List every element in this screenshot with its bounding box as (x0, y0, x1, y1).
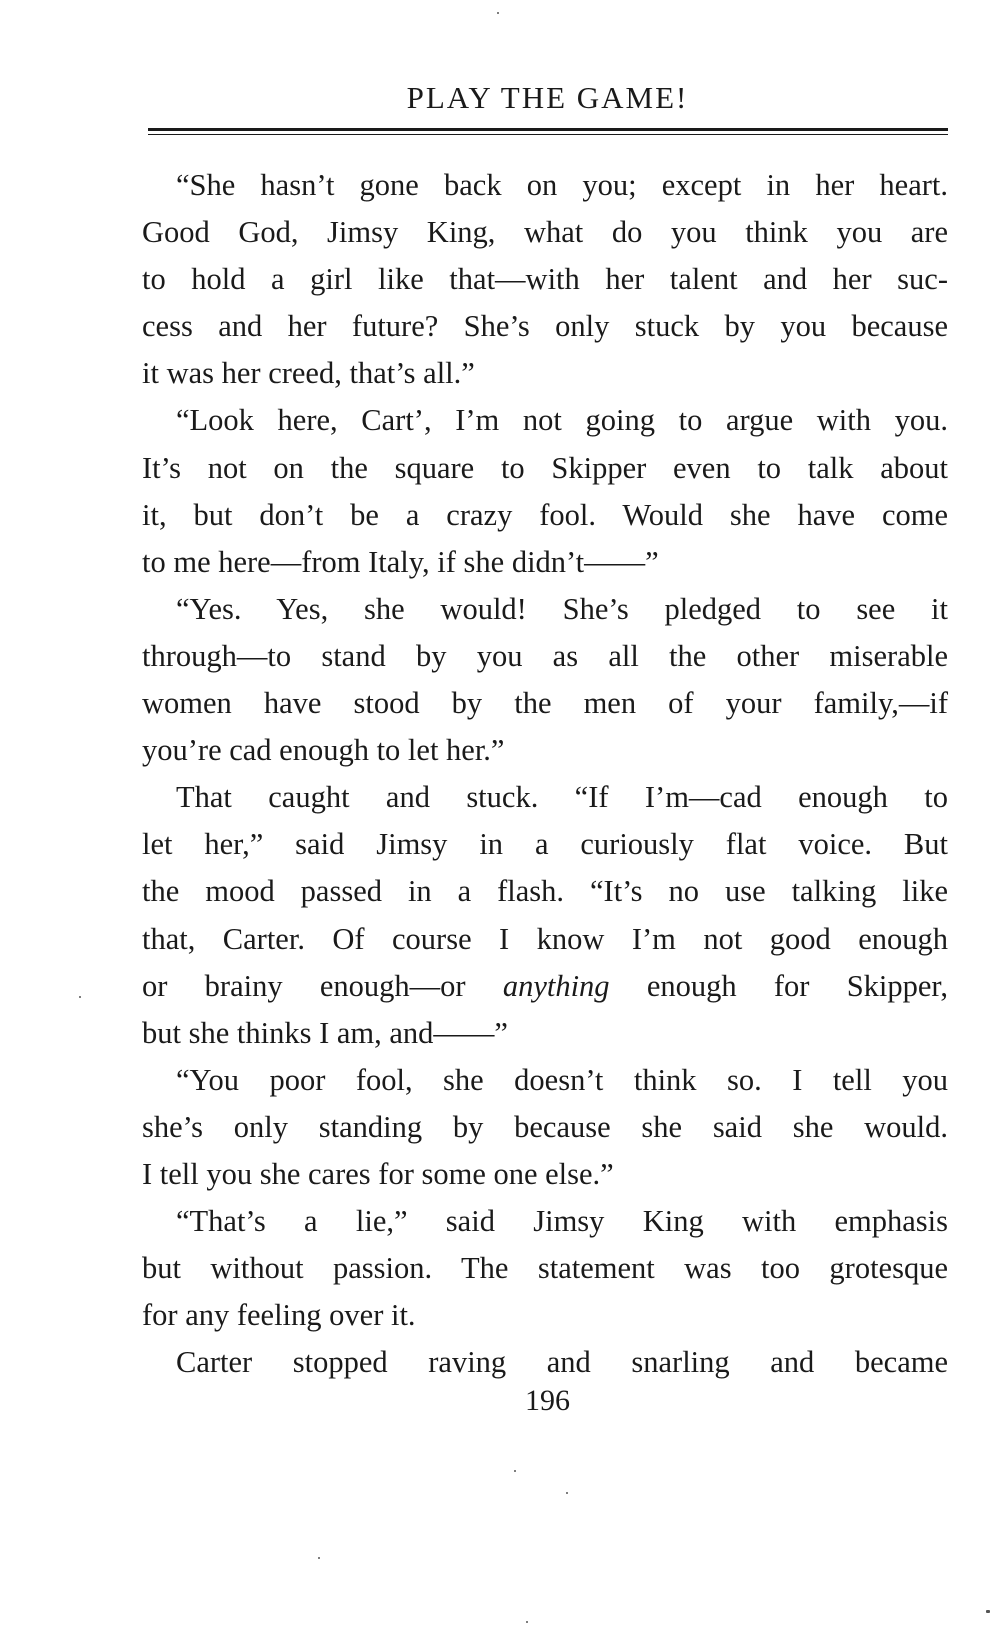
scan-speck (318, 1557, 320, 1559)
paragraph (142, 162, 948, 397)
text-line: “That’s a lie,” said Jimsy King with emphasis (176, 1204, 948, 1239)
scan-speck (79, 996, 81, 998)
text-line: I tell you she cares for some one else.” (142, 1156, 614, 1191)
running-head: PLAY THE GAME! (406, 80, 689, 115)
text-run: enough for Skipper, (609, 968, 948, 1003)
text-line: you’re cad enough to let her.” (142, 733, 505, 768)
scan-speck (497, 12, 499, 14)
paragraph (142, 397, 948, 585)
scan-speck (566, 1492, 568, 1494)
text-line: through—to stand by you as all the other miserable (142, 638, 948, 673)
page-number: 196 (525, 1384, 570, 1417)
paragraph (142, 1057, 948, 1198)
text-line: it was her creed, that’s all.” (142, 356, 475, 391)
paragraph (142, 1339, 948, 1386)
text-line: “Look here, Cart’, I’m not going to argue with you. (176, 403, 948, 438)
paragraph (142, 586, 948, 774)
emphasis-text: anything (502, 968, 610, 1003)
text-line: “Yes. Yes, she would! She’s pledged to see it (176, 591, 948, 626)
text-line: That caught and stuck. “If I’m—cad enough to (176, 780, 948, 815)
text-line: “You poor fool, she doesn’t think so. I tell you (176, 1062, 948, 1097)
text-line: but she thinks I am, and——” (142, 1015, 508, 1050)
text-line: it, but don’t be a crazy fool. Would she have come (142, 497, 948, 532)
scan-speck (526, 1621, 528, 1623)
text-line: women have stood by the men of your family,—if (142, 686, 948, 721)
text-line: “She hasn’t gone back on you; except in her heart. (176, 168, 948, 202)
text-line: that, Carter. Of course I know I’m not good enough (142, 921, 948, 956)
header-rule (148, 128, 948, 131)
text-line: cess and her future? She’s only stuck by you because (142, 309, 948, 344)
text-line: It’s not on the square to Skipper even to talk about (142, 450, 948, 485)
text-line: Good God, Jimsy King, what do you think you are (142, 215, 948, 250)
header-rule-thin (148, 134, 948, 135)
scan-speck (986, 1610, 990, 1613)
paragraph (142, 774, 948, 1057)
text-line: to me here—from Italy, if she didn’t——” (142, 544, 659, 579)
text-line: she’s only standing by because she said she would. (142, 1109, 948, 1144)
scan-speck (514, 1470, 516, 1472)
body-text (142, 162, 948, 1386)
text-line: let her,” said Jimsy in a curiously flat voice. But (142, 827, 948, 862)
text-run: or brainy enough—or (142, 968, 503, 1003)
text-line: the mood passed in a flash. “It’s no use talking like (142, 874, 948, 909)
text-line (142, 963, 948, 1010)
text-line: to hold a girl like that—with her talent and her suc- (142, 262, 948, 297)
paragraph (142, 1198, 948, 1339)
text-line: Carter stopped raving and snarling and became (176, 1345, 948, 1380)
text-line: for any feeling over it. (142, 1298, 416, 1333)
text-line: but without passion. The statement was too grotesque (142, 1251, 948, 1286)
